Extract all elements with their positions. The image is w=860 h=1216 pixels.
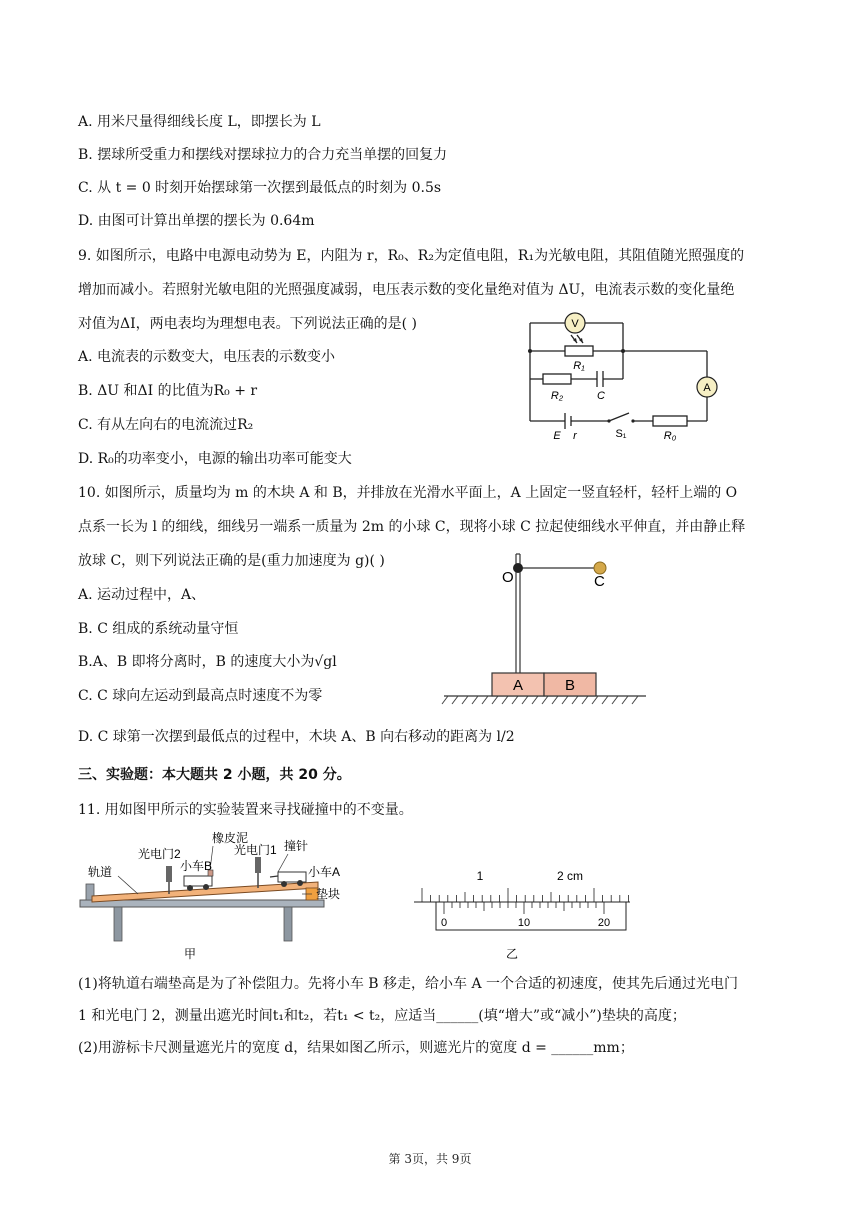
q11-stem: 11. 用如图甲所示的实验装置来寻找碰撞中的不变量。	[78, 802, 413, 818]
block-b-label: B	[564, 677, 576, 694]
q11-vernier-diagram	[412, 864, 637, 964]
circuit-s1-label: S₁	[615, 428, 627, 440]
vernier-0: 0	[440, 917, 448, 929]
label-car-b: 小车B	[180, 859, 213, 873]
circuit-voltmeter-label: V	[571, 318, 579, 330]
q11-part2: (2)用游标卡尺测量遮光片的宽度 d，结果如图乙所示，则遮光片的宽度 d = ______mm；	[78, 1040, 634, 1056]
fig2-caption: 乙	[505, 947, 519, 961]
q9-stem-2: 增加而减小。若照射光敏电阻的光照强度减弱，电压表示数的变化量绝对值为 ΔU，电流表示数的变化量绝	[78, 282, 735, 298]
circuit-r-label: r	[573, 430, 577, 442]
circuit-ammeter-label: A	[703, 382, 711, 394]
q11-part1-line1: (1)将轨道右端垫高是为了补偿阻力。先将小车 B 移走，给小车 A 一个合适的初速度，使其先后通过光电门	[78, 976, 739, 992]
pendulum-o-label: O	[502, 569, 514, 586]
vernier-20: 20	[597, 917, 611, 929]
q9-option-a: A. 电流表的示数变大，电压表的示数变小	[78, 349, 336, 365]
main-scale-2cm: 2 cm	[556, 869, 584, 883]
q9-stem-1: 9. 如图所示，电路中电源电动势为 E，内阻为 r，R₀、R₂为定值电阻，R₁为光敏电阻，其阻值随光照强度的	[78, 248, 745, 264]
q9-option-d: D. R₀的功率变小，电源的输出功率可能变大	[78, 451, 352, 467]
label-car-a: 小车A	[308, 865, 341, 879]
q11-apparatus-diagram	[78, 824, 341, 964]
main-scale-1: 1	[476, 869, 484, 883]
label-gate2: 光电门2	[138, 847, 181, 861]
q10-pendulum-diagram	[440, 548, 650, 708]
circuit-r1-label: R₁	[573, 360, 585, 372]
q10-option-b: B. C 组成的系统动量守恒	[78, 621, 239, 637]
circuit-e-label: E	[553, 430, 561, 442]
q10-stem-2: 点系一长为 l 的细线，细线另一端系一质量为 2m 的小球 C，现将小球 C 拉起使细线水平伸直，并由静止释	[78, 519, 746, 535]
q8-option-b: B. 摆球所受重力和摆线对摆球拉力的合力充当单摆的回复力	[78, 147, 448, 163]
label-gate1: 光电门1	[234, 843, 277, 857]
page-footer: 第 3页，共 9页	[388, 1152, 472, 1166]
vernier-10: 10	[517, 917, 531, 929]
q9-option-c: C. 有从左向右的电流流过R₂	[78, 417, 254, 433]
q8-option-a: A. 用米尺量得细线长度 L，即摆长为 L	[78, 114, 321, 130]
q9-option-b: B. ΔU 和ΔI 的比值为R₀ + r	[78, 383, 258, 399]
label-track: 轨道	[88, 865, 113, 879]
label-rubber: 橡皮泥	[212, 831, 249, 845]
label-pin: 撞针	[284, 839, 309, 853]
fig1-caption: 甲	[184, 947, 197, 961]
circuit-r0-label: R₀	[663, 430, 677, 442]
q11-part1-line2: 1 和光电门 2，测量出遮光时间t₁和t₂，若t₁ < t₂，应适当______(填“增大”或“减小”)垫块的高度；	[78, 1008, 686, 1024]
circuit-r2-label: R₂	[550, 390, 564, 402]
label-pad: 垫块	[316, 887, 341, 901]
q10-option-d: D. C 球第一次摆到最低点的过程中，木块 A、B 向右移动的距离为 l/2	[78, 729, 515, 745]
q9-stem-3: 对值为ΔI，两电表均为理想电表。下列说法正确的是( )	[78, 316, 418, 332]
q10-stem-1: 10. 如图所示，质量均为 m 的木块 A 和 B，并排放在光滑水平面上，A 上固定一竖直轻杆，轻杆上端的 O	[78, 485, 738, 501]
q8-option-d: D. 由图可计算出单摆的摆长为 0.64m	[78, 213, 315, 229]
pendulum-c-label: C	[594, 573, 605, 590]
q9-circuit-diagram	[525, 305, 725, 445]
circuit-c-label: C	[597, 390, 605, 402]
q8-option-c: C. 从 t = 0 时刻开始摆球第一次摆到最低点的时刻为 0.5s	[78, 180, 442, 196]
section-3-heading: 三、实验题：本大题共 2 小题，共 20 分。	[78, 767, 351, 783]
q10-option-c: C. C 球向左运动到最高点时速度不为零	[78, 688, 323, 704]
q10-option-b2: B.A、B 即将分离时，B 的速度大小为√gl	[78, 654, 337, 670]
q10-stem-3: 放球 C，则下列说法正确的是(重力加速度为 g)( )	[78, 553, 385, 569]
block-a-label: A	[512, 677, 524, 694]
q10-option-a: A. 运动过程中，A、	[78, 587, 206, 603]
